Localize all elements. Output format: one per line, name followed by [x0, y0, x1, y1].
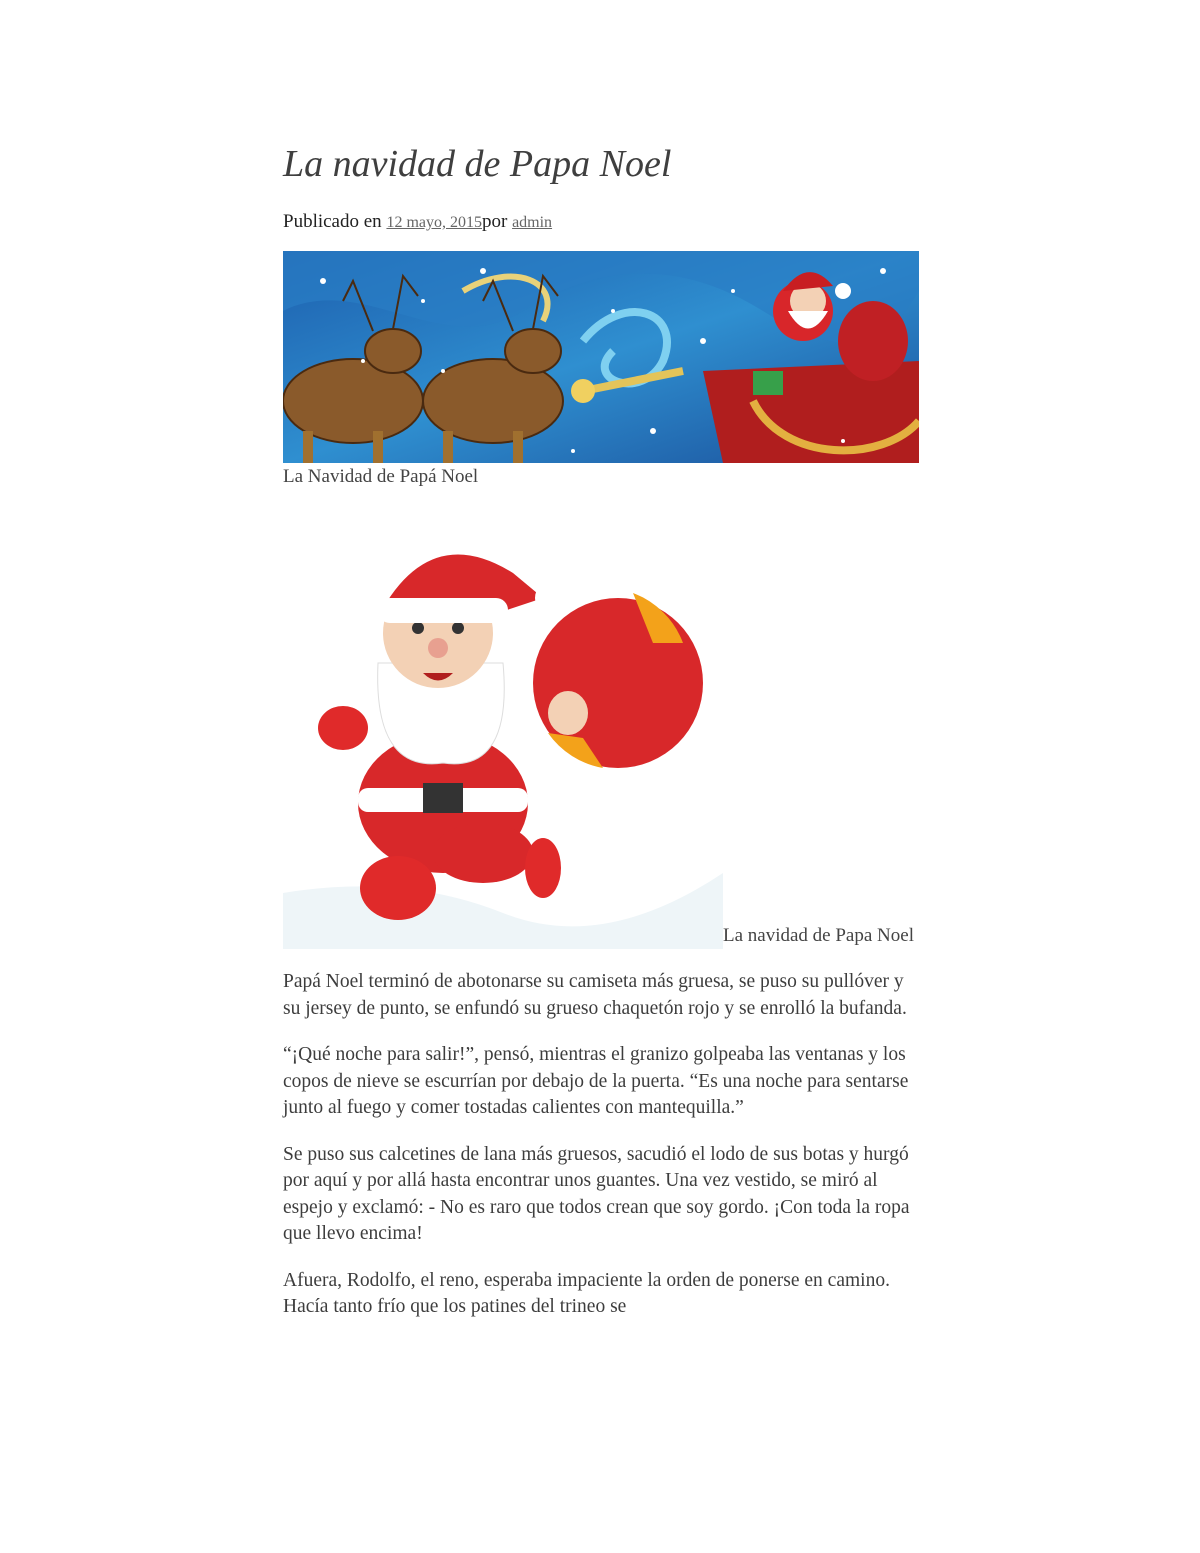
paragraph-2: “¡Qué noche para salir!”, pensó, mientras el granizo golpeaba las ventanas y los copos de nieve se escurrían por debajo de la puerta. “Es una noche para sentarse junto al fuego y comer tostadas calientes con mantequilla.” — [283, 1044, 909, 1118]
article — [283, 140, 919, 1321]
post-title: La navidad de Papa Noel — [283, 143, 672, 185]
paragraph-1: Papá Noel terminó de abotonarse su camiseta más gruesa, se puso su pullóver y su jersey de punto, se enfundó su grueso chaquetón rojo y se enrolló la bufanda. — [283, 971, 907, 1019]
sleigh-banner-image — [283, 251, 919, 463]
post-date-link[interactable]: 12 mayo, 2015 — [386, 214, 482, 231]
published-label: Publicado en — [283, 211, 387, 232]
post-meta — [283, 210, 919, 235]
santa-line — [283, 513, 919, 949]
author-link[interactable]: admin — [512, 214, 553, 231]
paragraph-3: Se puso sus calcetines de lana más gruesos, sacudió el lodo de sus botas y hurgó por aquí y por allá hasta encontrar unos guantes. Una vez vestido, se miró al espejo y exclamó: - No es raro que todos crean que soy gordo. ¡Con toda la ropa que llevo encima! — [283, 1143, 910, 1244]
santa-figure — [283, 513, 919, 949]
santa-image — [283, 513, 723, 949]
by-label: por — [481, 211, 513, 232]
paragraph-4: Afuera, Rodolfo, el reno, esperaba impaciente la orden de ponerse en camino. Hacía tanto frío que los patines del trineo se — [283, 1269, 890, 1317]
banner-caption: La Navidad de Papá Noel — [283, 466, 479, 487]
santa-caption: La navidad de Papa Noel — [723, 925, 914, 946]
